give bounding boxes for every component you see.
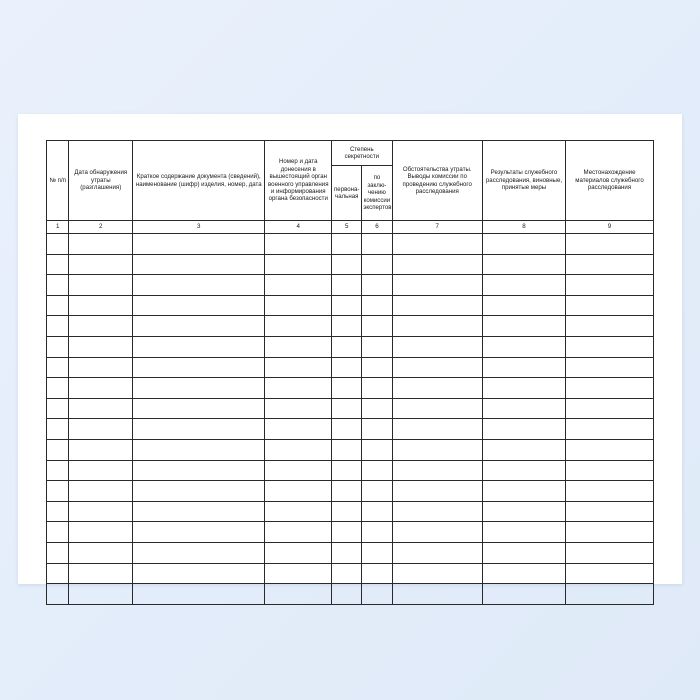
table-cell[interactable] bbox=[69, 481, 133, 502]
column-number-4: 4 bbox=[265, 221, 332, 234]
header-col-secrecy-group: Степень секретности bbox=[332, 141, 392, 166]
table-cell[interactable] bbox=[362, 501, 392, 522]
table-cell[interactable] bbox=[265, 378, 332, 399]
table-cell[interactable] bbox=[332, 336, 362, 357]
table-cell[interactable] bbox=[362, 357, 392, 378]
header-col-3: Краткое содержание документа (сведений), наименование (шифр) изделия, номер, дата bbox=[133, 141, 265, 221]
table-cell[interactable] bbox=[133, 336, 265, 357]
table-cell[interactable] bbox=[47, 295, 69, 316]
column-number-6: 6 bbox=[362, 221, 392, 234]
table-cell[interactable] bbox=[566, 295, 654, 316]
table-cell[interactable] bbox=[392, 419, 482, 440]
table-cell[interactable] bbox=[566, 501, 654, 522]
table-cell[interactable] bbox=[566, 439, 654, 460]
table-cell[interactable] bbox=[332, 378, 362, 399]
column-number-2: 2 bbox=[69, 221, 133, 234]
table-cell[interactable] bbox=[133, 563, 265, 584]
registry-table bbox=[46, 140, 654, 605]
table-cell[interactable] bbox=[47, 336, 69, 357]
table-cell[interactable] bbox=[482, 563, 565, 584]
table-cell[interactable] bbox=[392, 234, 482, 255]
table-cell[interactable] bbox=[47, 481, 69, 502]
table-cell[interactable] bbox=[566, 419, 654, 440]
table-cell[interactable] bbox=[265, 439, 332, 460]
table-cell[interactable] bbox=[265, 234, 332, 255]
table-cell[interactable] bbox=[362, 563, 392, 584]
table-cell[interactable] bbox=[265, 336, 332, 357]
table-cell[interactable] bbox=[392, 254, 482, 275]
table-cell[interactable] bbox=[265, 398, 332, 419]
table-cell[interactable] bbox=[69, 419, 133, 440]
table-cell[interactable] bbox=[69, 336, 133, 357]
table-cell[interactable] bbox=[362, 481, 392, 502]
table-cell[interactable] bbox=[482, 336, 565, 357]
table-row[interactable] bbox=[47, 275, 654, 296]
table-cell[interactable] bbox=[69, 584, 133, 605]
table-cell[interactable] bbox=[482, 234, 565, 255]
table-cell[interactable] bbox=[566, 316, 654, 337]
table-cell[interactable] bbox=[133, 234, 265, 255]
table-row[interactable] bbox=[47, 336, 654, 357]
table-cell[interactable] bbox=[265, 357, 332, 378]
table-cell[interactable] bbox=[332, 460, 362, 481]
table-row[interactable] bbox=[47, 501, 654, 522]
table-row[interactable] bbox=[47, 378, 654, 399]
column-number-row bbox=[47, 221, 654, 234]
table-cell[interactable] bbox=[133, 522, 265, 543]
header-col-6: по заклю-чению комиссии экспертов bbox=[362, 166, 392, 221]
table-cell[interactable] bbox=[362, 295, 392, 316]
table-cell[interactable] bbox=[133, 398, 265, 419]
table-cell[interactable] bbox=[482, 460, 565, 481]
table-cell[interactable] bbox=[69, 439, 133, 460]
table-head bbox=[47, 141, 654, 234]
table-cell[interactable] bbox=[332, 419, 362, 440]
table-cell[interactable] bbox=[47, 522, 69, 543]
table-cell[interactable] bbox=[566, 584, 654, 605]
table-cell[interactable] bbox=[47, 584, 69, 605]
table-cell[interactable] bbox=[133, 439, 265, 460]
table-cell[interactable] bbox=[47, 542, 69, 563]
table-row[interactable] bbox=[47, 254, 654, 275]
table-cell[interactable] bbox=[332, 481, 362, 502]
table-cell[interactable] bbox=[482, 357, 565, 378]
table-cell[interactable] bbox=[69, 542, 133, 563]
table-cell[interactable] bbox=[482, 439, 565, 460]
table-cell[interactable] bbox=[265, 316, 332, 337]
table-cell[interactable] bbox=[332, 316, 362, 337]
header-col-8: Результаты служебного расследования, виновные, принятые меры bbox=[482, 141, 565, 221]
table-cell[interactable] bbox=[47, 439, 69, 460]
table-cell[interactable] bbox=[265, 419, 332, 440]
table-cell[interactable] bbox=[133, 501, 265, 522]
table-cell[interactable] bbox=[362, 542, 392, 563]
table-cell[interactable] bbox=[566, 563, 654, 584]
table-cell[interactable] bbox=[392, 378, 482, 399]
table-cell[interactable] bbox=[332, 357, 362, 378]
table-cell[interactable] bbox=[133, 584, 265, 605]
table-cell[interactable] bbox=[265, 460, 332, 481]
table-cell[interactable] bbox=[482, 275, 565, 296]
table-row[interactable] bbox=[47, 481, 654, 502]
table-cell[interactable] bbox=[566, 275, 654, 296]
table-cell[interactable] bbox=[392, 398, 482, 419]
table-cell[interactable] bbox=[566, 378, 654, 399]
table-cell[interactable] bbox=[362, 460, 392, 481]
table-cell[interactable] bbox=[69, 275, 133, 296]
table-cell[interactable] bbox=[69, 357, 133, 378]
table-cell[interactable] bbox=[362, 254, 392, 275]
table-cell[interactable] bbox=[265, 501, 332, 522]
column-number-1: 1 bbox=[47, 221, 69, 234]
table-cell[interactable] bbox=[362, 419, 392, 440]
table-row[interactable] bbox=[47, 563, 654, 584]
table-cell[interactable] bbox=[332, 398, 362, 419]
table-cell[interactable] bbox=[265, 542, 332, 563]
table-cell[interactable] bbox=[362, 439, 392, 460]
table-cell[interactable] bbox=[566, 522, 654, 543]
table-cell[interactable] bbox=[332, 584, 362, 605]
table-cell[interactable] bbox=[482, 316, 565, 337]
table-cell[interactable] bbox=[566, 481, 654, 502]
table-row[interactable] bbox=[47, 295, 654, 316]
header-col-1: № п/п bbox=[47, 141, 69, 221]
table-cell[interactable] bbox=[362, 336, 392, 357]
table-cell[interactable] bbox=[392, 542, 482, 563]
header-col-2: Дата обнаружения утраты (разглашения) bbox=[69, 141, 133, 221]
table-cell[interactable] bbox=[133, 378, 265, 399]
table-cell[interactable] bbox=[133, 275, 265, 296]
table-cell[interactable] bbox=[265, 563, 332, 584]
table-cell[interactable] bbox=[566, 460, 654, 481]
table-cell[interactable] bbox=[332, 254, 362, 275]
table-row[interactable] bbox=[47, 542, 654, 563]
table-cell[interactable] bbox=[69, 378, 133, 399]
table-cell[interactable] bbox=[362, 584, 392, 605]
table-cell[interactable] bbox=[69, 254, 133, 275]
table-cell[interactable] bbox=[332, 522, 362, 543]
table-cell[interactable] bbox=[332, 439, 362, 460]
table-cell[interactable] bbox=[133, 254, 265, 275]
table-cell[interactable] bbox=[392, 460, 482, 481]
table-cell[interactable] bbox=[265, 522, 332, 543]
table-cell[interactable] bbox=[133, 295, 265, 316]
table-cell[interactable] bbox=[566, 254, 654, 275]
table-cell[interactable] bbox=[265, 481, 332, 502]
column-number-8: 8 bbox=[482, 221, 565, 234]
table-cell[interactable] bbox=[69, 460, 133, 481]
table-row[interactable] bbox=[47, 357, 654, 378]
table-cell[interactable] bbox=[332, 501, 362, 522]
table-cell[interactable] bbox=[392, 501, 482, 522]
table-cell[interactable] bbox=[47, 460, 69, 481]
table-cell[interactable] bbox=[133, 419, 265, 440]
table-cell[interactable] bbox=[482, 481, 565, 502]
table-cell[interactable] bbox=[332, 563, 362, 584]
table-cell[interactable] bbox=[69, 501, 133, 522]
table-cell[interactable] bbox=[566, 542, 654, 563]
table-cell[interactable] bbox=[47, 254, 69, 275]
table-cell[interactable] bbox=[566, 357, 654, 378]
table-cell[interactable] bbox=[332, 234, 362, 255]
table-cell[interactable] bbox=[362, 378, 392, 399]
table-cell[interactable] bbox=[69, 563, 133, 584]
table-cell[interactable] bbox=[482, 398, 565, 419]
table-cell[interactable] bbox=[332, 542, 362, 563]
table-cell[interactable] bbox=[69, 522, 133, 543]
table-cell[interactable] bbox=[332, 275, 362, 296]
column-number-9: 9 bbox=[566, 221, 654, 234]
table-cell[interactable] bbox=[392, 522, 482, 543]
table-cell[interactable] bbox=[392, 584, 482, 605]
table-cell[interactable] bbox=[362, 316, 392, 337]
table-cell[interactable] bbox=[362, 234, 392, 255]
header-col-5: первона-чальная bbox=[332, 166, 362, 221]
table-cell[interactable] bbox=[47, 357, 69, 378]
document-sheet bbox=[18, 114, 682, 584]
table-cell[interactable] bbox=[133, 316, 265, 337]
table-cell[interactable] bbox=[482, 501, 565, 522]
table-cell[interactable] bbox=[392, 316, 482, 337]
table-cell[interactable] bbox=[392, 357, 482, 378]
table-row[interactable] bbox=[47, 439, 654, 460]
table-cell[interactable] bbox=[482, 378, 565, 399]
header-row-main bbox=[47, 141, 654, 166]
table-cell[interactable] bbox=[47, 275, 69, 296]
table-cell[interactable] bbox=[482, 522, 565, 543]
table-cell[interactable] bbox=[69, 234, 133, 255]
table-cell[interactable] bbox=[566, 398, 654, 419]
column-number-7: 7 bbox=[392, 221, 482, 234]
table-cell[interactable] bbox=[47, 419, 69, 440]
table-cell[interactable] bbox=[69, 398, 133, 419]
table-cell[interactable] bbox=[482, 295, 565, 316]
column-number-5: 5 bbox=[332, 221, 362, 234]
table-cell[interactable] bbox=[133, 542, 265, 563]
table-cell[interactable] bbox=[265, 254, 332, 275]
table-cell[interactable] bbox=[392, 563, 482, 584]
table-cell[interactable] bbox=[362, 275, 392, 296]
header-col-4: Номер и дата донесения в вышестоящий орган военного управления и информирования органа безопасности bbox=[265, 141, 332, 221]
table-cell[interactable] bbox=[392, 336, 482, 357]
table-row[interactable] bbox=[47, 419, 654, 440]
table-cell[interactable] bbox=[332, 295, 362, 316]
table-cell[interactable] bbox=[265, 295, 332, 316]
table-cell[interactable] bbox=[47, 563, 69, 584]
table-cell[interactable] bbox=[482, 254, 565, 275]
table-cell[interactable] bbox=[265, 584, 332, 605]
table-cell[interactable] bbox=[47, 501, 69, 522]
table-cell[interactable] bbox=[47, 234, 69, 255]
table-cell[interactable] bbox=[69, 295, 133, 316]
table-cell[interactable] bbox=[47, 378, 69, 399]
table-cell[interactable] bbox=[47, 398, 69, 419]
table-row[interactable] bbox=[47, 522, 654, 543]
table-cell[interactable] bbox=[566, 336, 654, 357]
table-row[interactable] bbox=[47, 234, 654, 255]
table-row[interactable] bbox=[47, 316, 654, 337]
table-cell[interactable] bbox=[69, 316, 133, 337]
column-number-3: 3 bbox=[133, 221, 265, 234]
table-container bbox=[46, 140, 654, 605]
table-cell[interactable] bbox=[392, 481, 482, 502]
table-body bbox=[47, 234, 654, 605]
table-row[interactable] bbox=[47, 460, 654, 481]
table-cell[interactable] bbox=[265, 275, 332, 296]
table-row[interactable] bbox=[47, 584, 654, 605]
table-cell[interactable] bbox=[482, 542, 565, 563]
table-cell[interactable] bbox=[392, 275, 482, 296]
table-cell[interactable] bbox=[47, 316, 69, 337]
table-row[interactable] bbox=[47, 398, 654, 419]
table-cell[interactable] bbox=[133, 357, 265, 378]
table-cell[interactable] bbox=[362, 398, 392, 419]
table-cell[interactable] bbox=[392, 295, 482, 316]
header-col-9: Местонахождение материалов служебного расследования bbox=[566, 141, 654, 221]
table-cell[interactable] bbox=[482, 419, 565, 440]
table-cell[interactable] bbox=[133, 460, 265, 481]
table-cell[interactable] bbox=[133, 481, 265, 502]
table-cell[interactable] bbox=[566, 234, 654, 255]
table-cell[interactable] bbox=[482, 584, 565, 605]
header-col-7: Обстоятельства утраты. Выводы комиссии по проведению служебного расследования bbox=[392, 141, 482, 221]
table-cell[interactable] bbox=[392, 439, 482, 460]
table-cell[interactable] bbox=[362, 522, 392, 543]
